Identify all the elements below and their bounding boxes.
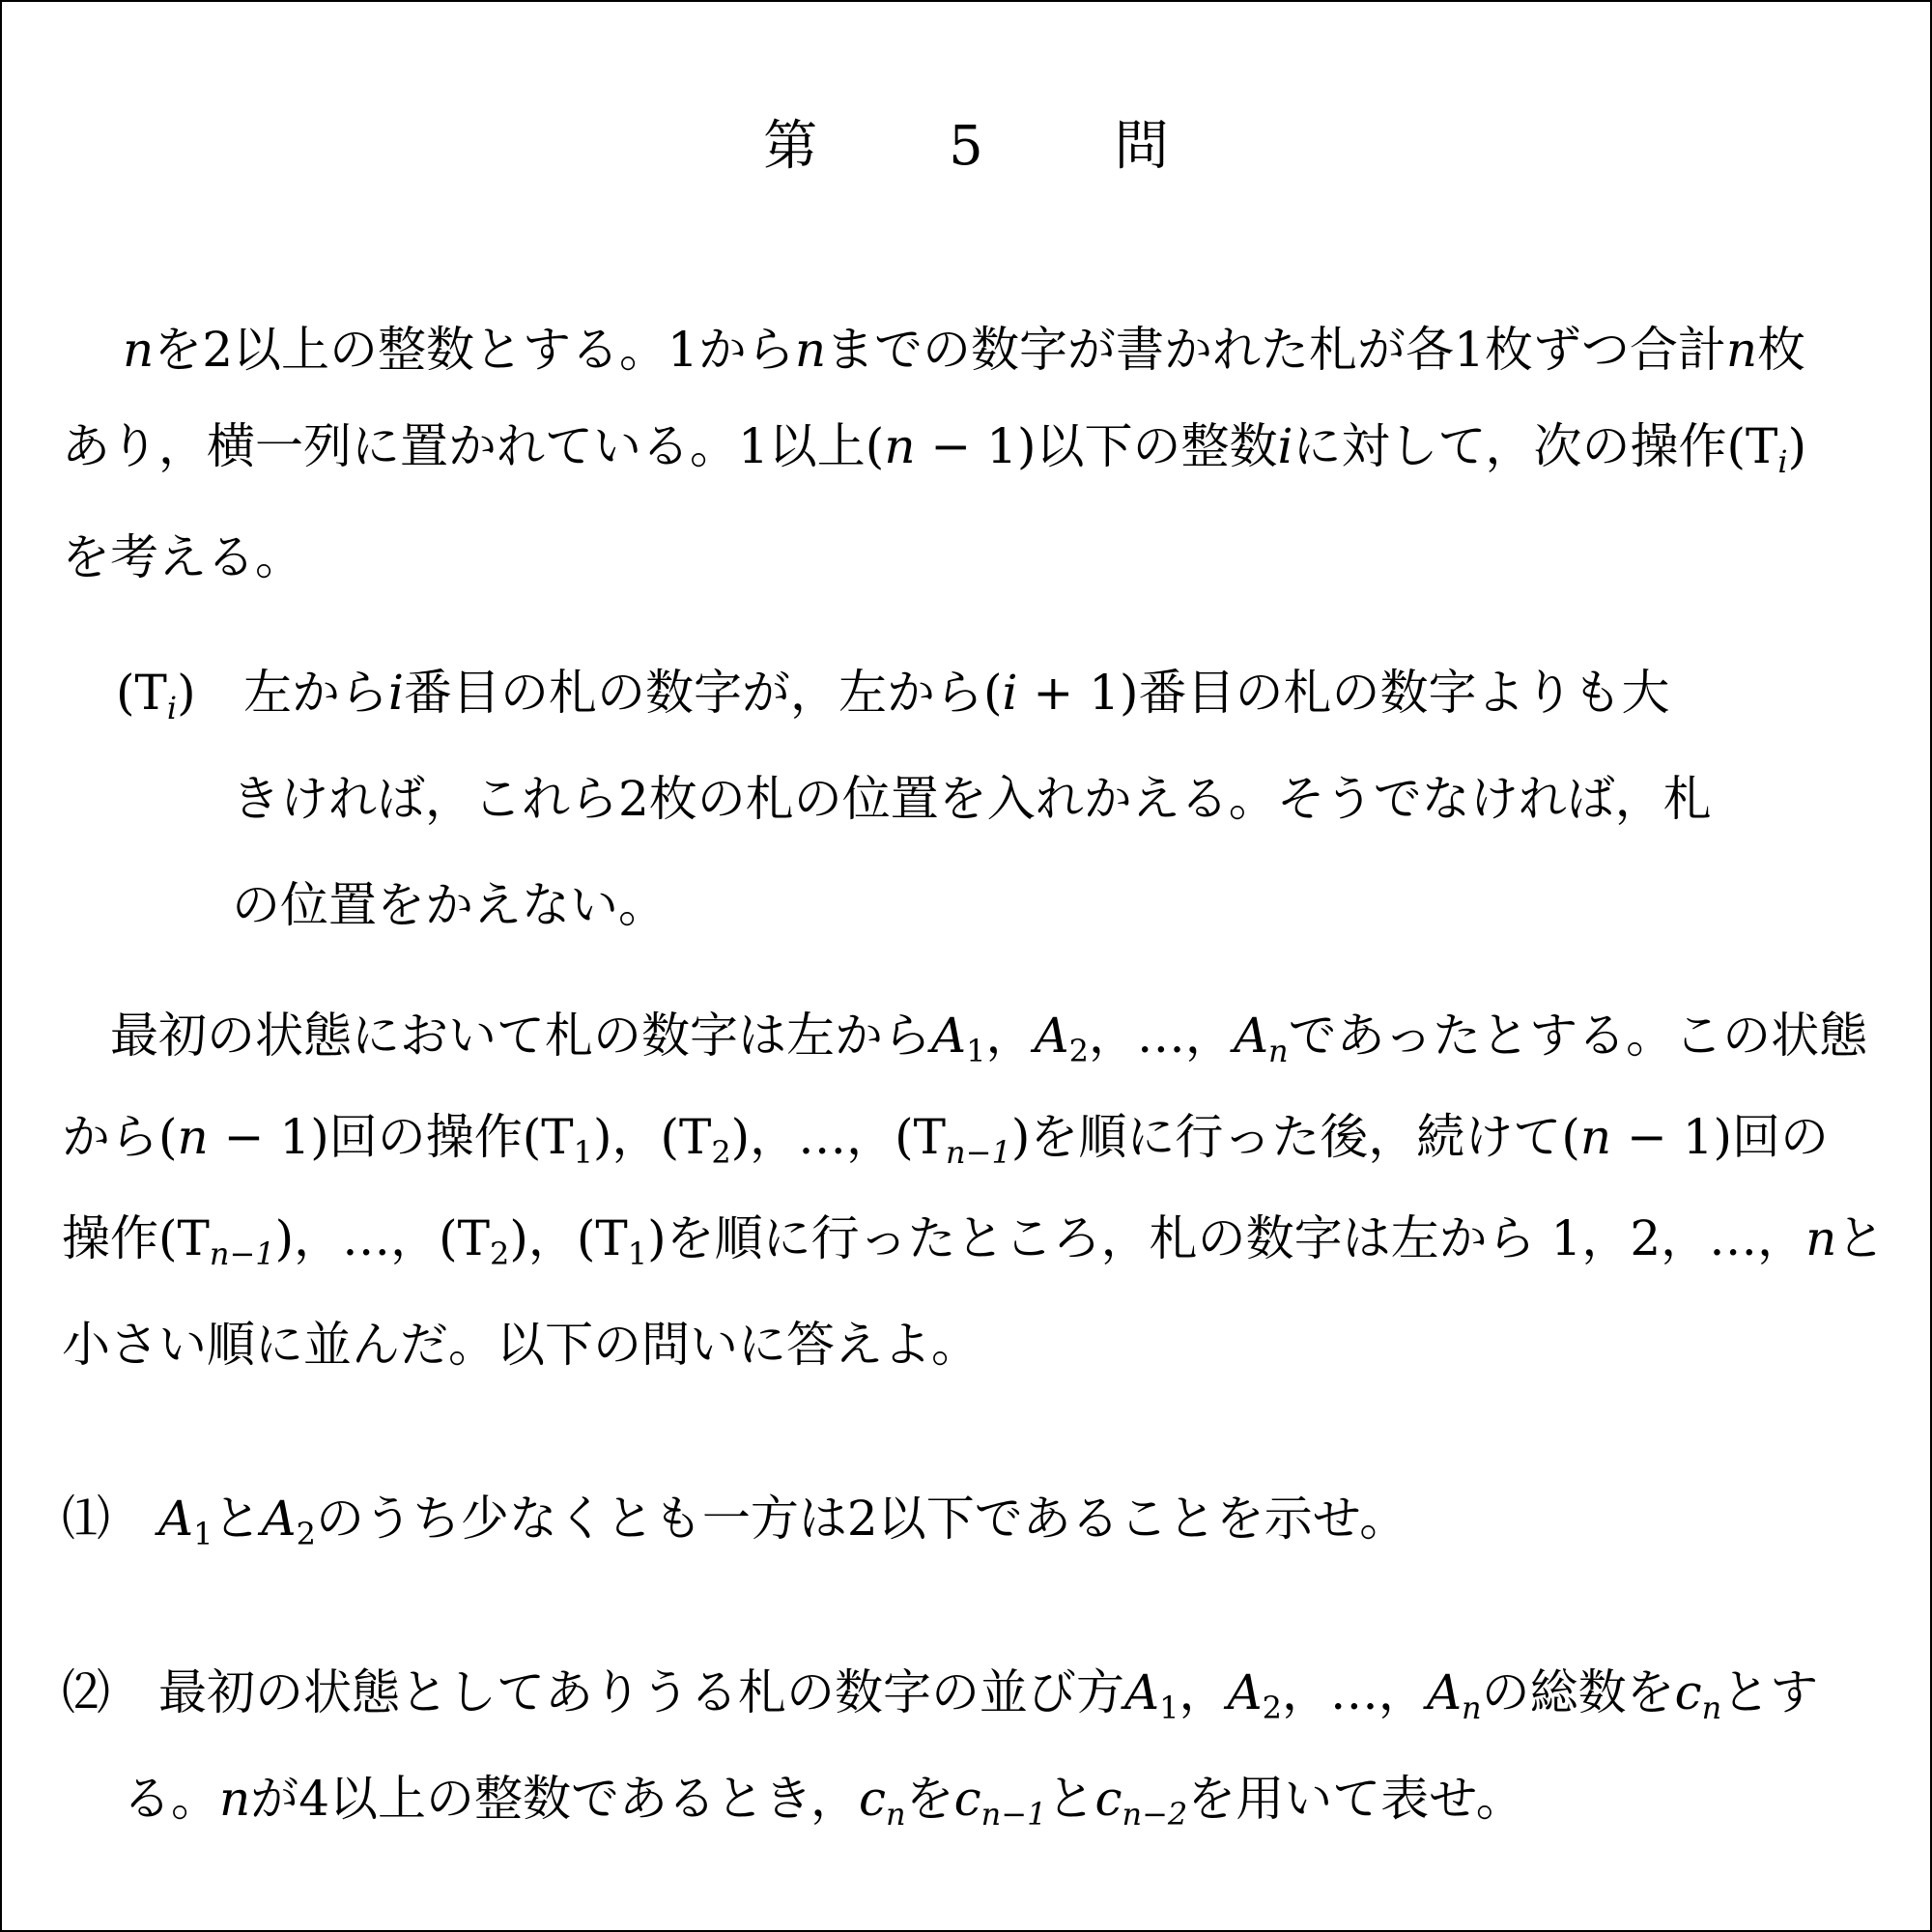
body-line-4: 小さい順に並んだ。以下の問いに答えよ。	[62, 1317, 980, 1373]
body-line-3: 操作$(T_{n-1})$，…，$(T_2)$，$(T_1)$を順に行ったところ，札の数字は左から 1，2，…，nと	[62, 1210, 1886, 1272]
question-1: ⑴ $A_1$と$A_2$のうち少なくとも一方は2以下であることを示せ。	[62, 1491, 1408, 1552]
intro-line-1: nを2以上の整数とする。1からnまでの数字が書かれた札が各1枚ずつ合計n枚	[123, 322, 1806, 378]
body-line-2: から(n − 1)回の操作$(T_1)$，$(T_2)$，…，$(T_{n-1})$を順に行った後，続けて(n − 1)回の	[62, 1109, 1830, 1171]
body-line-1: 最初の状態において札の数字は左から$A_1$，$A_2$，…，$A_n$であったとする。この状態	[110, 1008, 1868, 1069]
operation-line-3: の位置をかえない。	[232, 877, 667, 933]
intro-line-2: あり，横一列に置かれている。1以上(n − 1)以下の整数iに対して，次の操作$(T_i)$	[62, 418, 1807, 480]
problem-title: 第 5 問	[763, 115, 1208, 178]
operation-line-1: 左からi番目の札の数字が，左から(i + 1)番目の札の数字よりも大	[243, 665, 1670, 721]
question-2-line-2: る。nが4以上の整数であるとき，$c_n$を$c_{n-1}$と$c_{n-2}$を用いて表せ。	[123, 1771, 1524, 1833]
question-2-line-1: ⑵ 最初の状態としてありうる札の数字の並び方$A_1$，$A_2$，…，$A_n$の総数を$c_n$とす	[62, 1664, 1819, 1726]
operation-label: $(T_i)$	[116, 665, 196, 726]
operation-line-2: きければ，これら2枚の札の位置を入れかえる。そうでなければ，札	[232, 771, 1712, 827]
intro-line-3: を考える。	[62, 529, 303, 585]
